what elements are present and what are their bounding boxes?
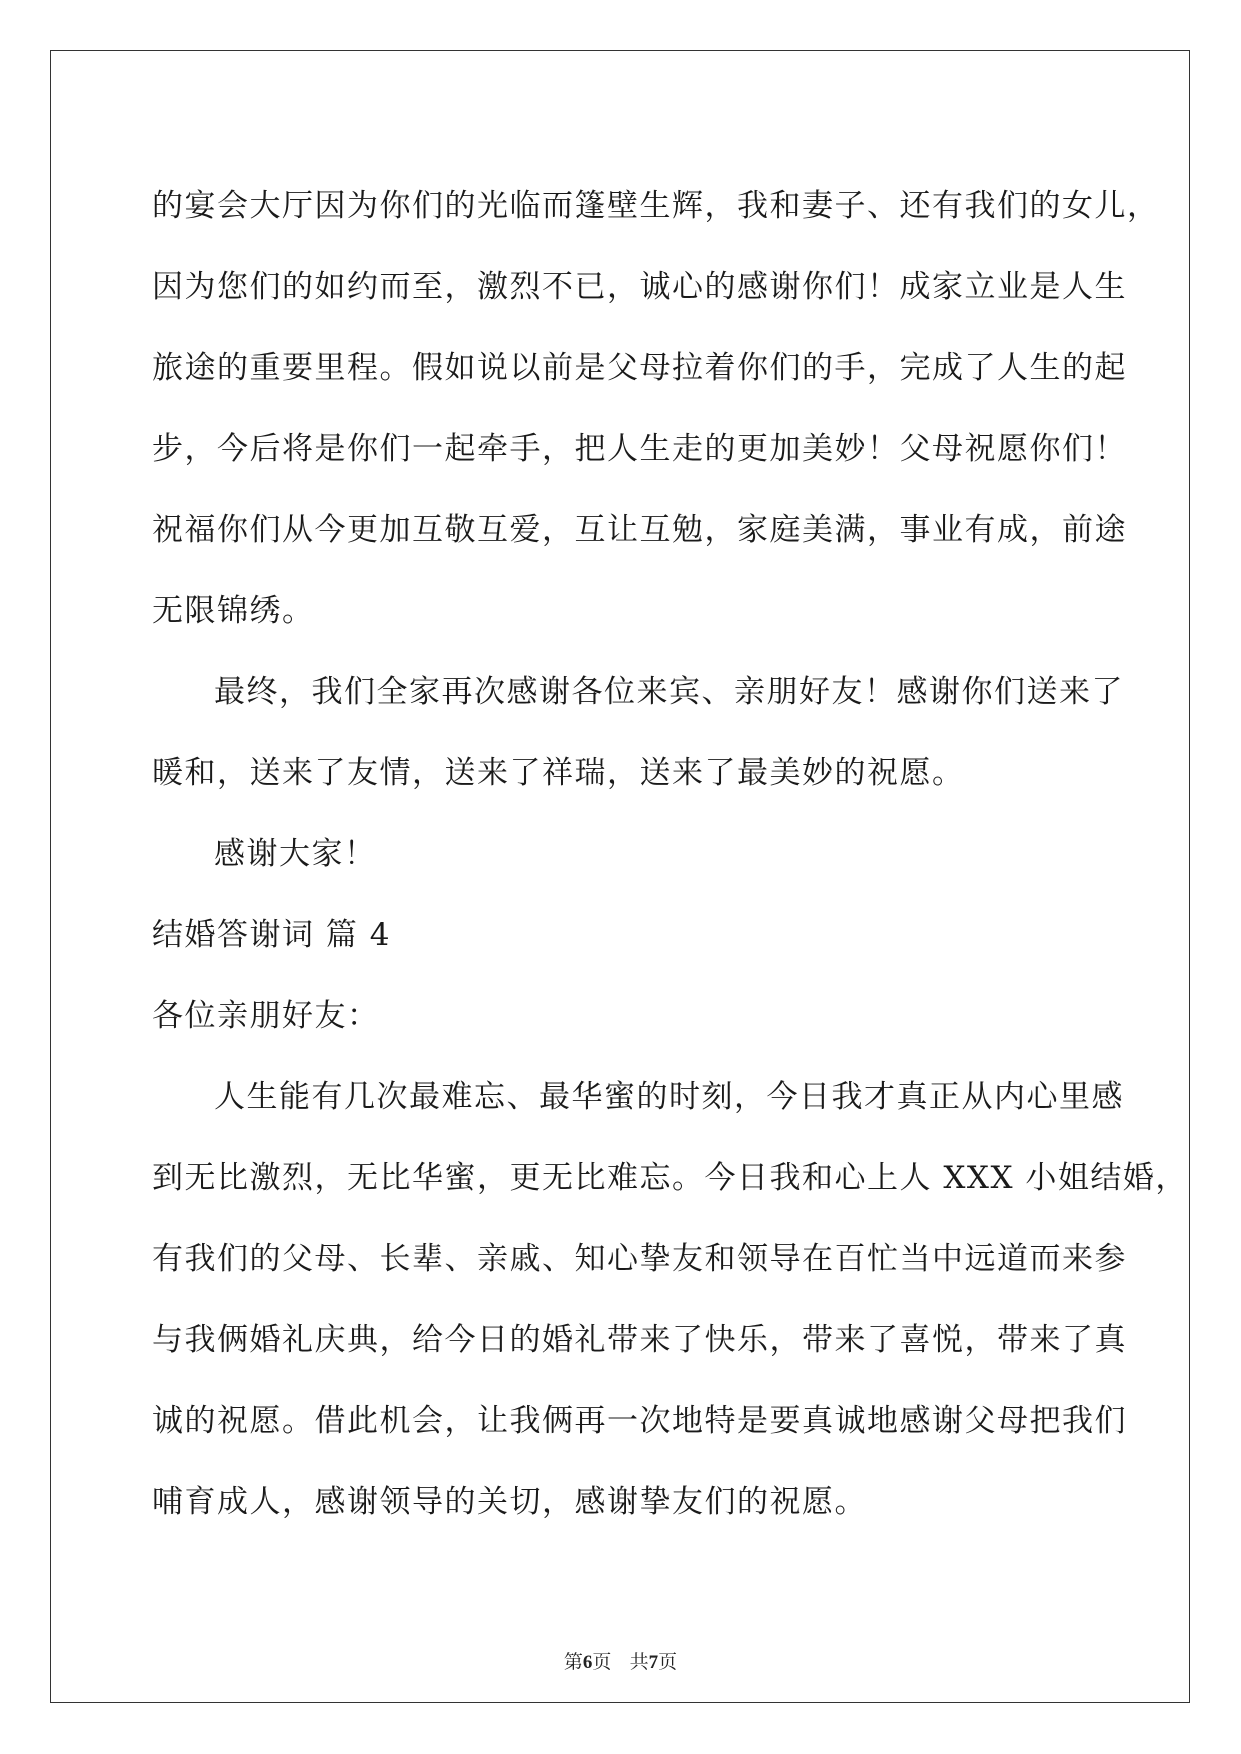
- text-line: 最终，我们全家再次感谢各位来宾、亲朋好友！感谢你们送来了: [214, 674, 1124, 710]
- footer-total-pages: 7: [648, 1652, 659, 1673]
- text-line: 祝福你们从今更加互敬互爱，互让互勉，家庭美满，事业有成，前途: [152, 512, 1127, 548]
- footer-page-suffix: 页: [592, 1651, 612, 1673]
- text-line: 与我俩婚礼庆典，给今日的婚礼带来了快乐，带来了喜悦，带来了真: [152, 1322, 1127, 1358]
- text-line: 暖和，送来了友情，送来了祥瑞，送来了最美妙的祝愿。: [152, 755, 965, 791]
- text-line: 哺育成人，感谢领导的关切，感谢挚友们的祝愿。: [152, 1484, 867, 1520]
- text-line: 各位亲朋好友：: [152, 998, 380, 1034]
- text-line: 诚的祝愿。借此机会，让我俩再一次地特是要真诚地感谢父母把我们: [152, 1403, 1127, 1439]
- text-line: 的宴会大厅因为你们的光临而篷壁生辉，我和妻子、还有我们的女儿，: [152, 188, 1160, 224]
- text-line: 旅途的重要里程。假如说以前是父母拉着你们的手，完成了人生的起: [152, 350, 1127, 386]
- footer-page-number: 6: [582, 1652, 593, 1673]
- document-body: [152, 166, 1188, 1543]
- footer-page-prefix: 第: [563, 1651, 583, 1673]
- text-line: 无限锦绣。: [152, 593, 315, 629]
- text-line: 人生能有几次最难忘、最华蜜的时刻，今日我才真正从内心里感: [214, 1079, 1124, 1115]
- footer-total-suffix: 页: [658, 1651, 678, 1673]
- text-line: 结婚答谢词 篇 4: [152, 917, 391, 953]
- footer-total-prefix: 共: [629, 1651, 649, 1673]
- text-line: 步，今后将是你们一起牵手，把人生走的更加美妙！父母祝愿你们！: [152, 431, 1127, 467]
- page-footer: [0, 1647, 1241, 1674]
- text-line: 因为您们的如约而至，激烈不已，诚心的感谢你们！成家立业是人生: [152, 269, 1127, 305]
- text-line: 感谢大家！: [214, 836, 377, 872]
- text-line: 有我们的父母、长辈、亲戚、知心挚友和领导在百忙当中远道而来参: [152, 1241, 1127, 1277]
- text-line: 到无比激烈，无比华蜜，更无比难忘。今日我和心上人 XXX 小姐结婚，: [152, 1160, 1188, 1196]
